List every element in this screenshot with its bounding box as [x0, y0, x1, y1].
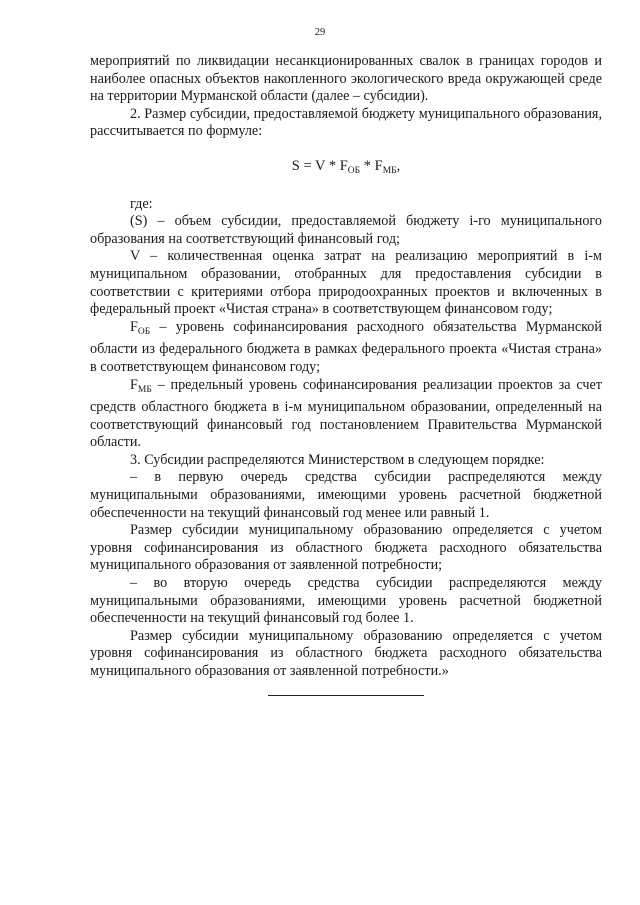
- subsidy-formula: [90, 158, 602, 181]
- page-number: 29: [314, 27, 326, 38]
- paragraph-continuation: мероприятий по ликвидации несанкционированных свалок в границах городов и наиболее опасных объектов накопленного экологического вреда окружающей среде на территории Мурманской области (далее – субсидии).: [90, 53, 602, 105]
- f-mb-text: – предельный уровень софинансирования реализации проектов за счет средств областного бюджета в i-м муниципальном образовании, определенный на соответствующий финансовый год постановлением Правительства Мурманской области.: [90, 376, 602, 451]
- formula-lhs: S = V * F: [291, 157, 348, 174]
- paragraph-2: 2. Размер субсидии, предоставляемой бюджету муниципального образования, рассчитывается по формуле:: [90, 105, 602, 140]
- formula-mid: * F: [360, 157, 383, 174]
- f-mb-symbol: F: [130, 376, 138, 393]
- definition-s: (S) – объем субсидии, предоставляемой бюджету i-го муниципального образования на соответствующий финансовый год;: [90, 213, 602, 247]
- document-body: [90, 53, 602, 681]
- paragraph-3-second-priority: – во вторую очередь средства субсидии распределяются между муниципальными образованиями, имеющими уровень расчетной бюджетной обеспеченности на текущий финансовый год более 1.: [90, 575, 602, 627]
- definition-f-ob: [90, 319, 602, 377]
- paragraph-3-size-rule-1: Размер субсидии муниципальному образованию определяется с учетом уровня софинансирования из областного бюджета расходного обязательства муниципального образования от заявленной потребности;: [90, 522, 602, 574]
- f-ob-symbol: F: [130, 318, 138, 335]
- formula-sub-mb: МБ: [382, 165, 397, 176]
- definition-f-mb: [90, 377, 602, 452]
- paragraph-3: 3. Субсидии распределяются Министерством в следующем порядке:: [130, 451, 545, 468]
- formula-sub-ob: ОБ: [347, 165, 361, 176]
- formula-tail: ,: [396, 157, 401, 174]
- definition-v: V – количественная оценка затрат на реализацию мероприятий в i-м муниципальном образовании, отобранных для предоставления субсидии в соответствии с критериями отбора природоохранных проектов и включенных в федеральный проект «Чистая страна» в соответствующем финансовом году;: [90, 248, 602, 318]
- end-divider-line: [268, 695, 424, 696]
- f-mb-subscript: МБ: [137, 384, 152, 395]
- paragraph-3-size-rule-2: Размер субсидии муниципальному образованию определяется с учетом уровня софинансирования из областного бюджета расходного обязательства муниципального образования от заявленной потребности.»: [90, 627, 602, 679]
- f-ob-subscript: ОБ: [137, 326, 151, 337]
- f-ob-text: – уровень софинансирования расходного обязательства Мурманской области из федерального бюджета в рамках федерального проекта «Чистая страна» в соответствующем финансовом году;: [90, 318, 602, 375]
- where-label: где:: [130, 195, 153, 212]
- paragraph-3-first-priority: – в первую очередь средства субсидии распределяются между муниципальными образованиями, имеющими уровень расчетной бюджетной обеспеченности на текущий финансовый год менее или равный 1.: [90, 469, 602, 521]
